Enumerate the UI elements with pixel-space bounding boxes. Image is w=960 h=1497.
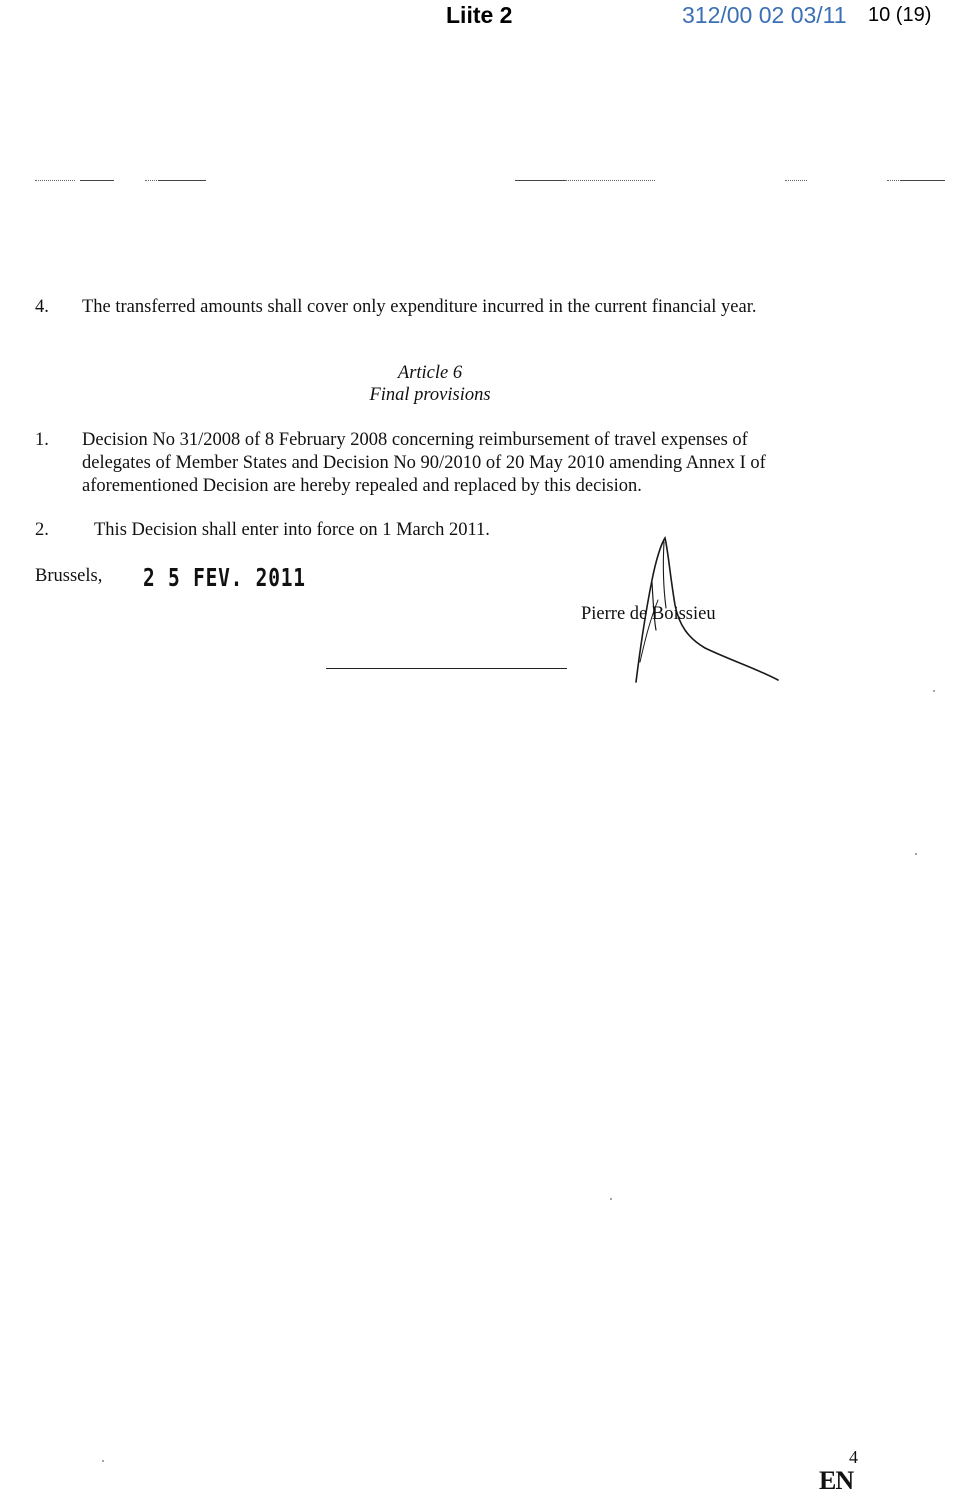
paragraph-number: 2. [35,520,49,540]
footer-language-code: EN [819,1466,854,1495]
paragraph-number: 1. [35,430,49,450]
scan-speck [102,1460,104,1462]
paragraph-1-line: Decision No 31/2008 of 8 February 2008 concerning reimbursement of travel expenses of [82,430,748,450]
paragraph-text: The transferred amounts shall cover only expenditure incurred in the current financial year. [82,297,757,317]
scan-speck [915,853,917,855]
paragraph-1-line: delegates of Member States and Decision No 90/2010 of 20 May 2010 amending Annex I of [82,453,766,473]
footer-page-number: 4 [849,1447,858,1467]
paragraph-text: This Decision shall enter into force on 1 March 2011. [94,520,490,540]
date-stamp: 2 5 FEV. 2011 [143,563,306,592]
document-reference: 312/00 02 03/11 [682,2,847,28]
page-indicator: 10 (19) [868,4,932,26]
signature-place: Brussels, [35,566,103,586]
document-label: Liite 2 [446,2,513,28]
paragraph-number: 4. [35,297,49,317]
paragraph-1-line: aforementioned Decision are hereby repealed and replaced by this decision. [82,476,642,496]
scan-speck [610,1198,612,1200]
article-title: Article 6 [397,363,463,383]
article-subtitle: Final provisions [369,385,491,405]
signature-line [326,668,567,669]
scan-speck [933,690,935,692]
signatory-name: Pierre de Boissieu [581,604,716,624]
